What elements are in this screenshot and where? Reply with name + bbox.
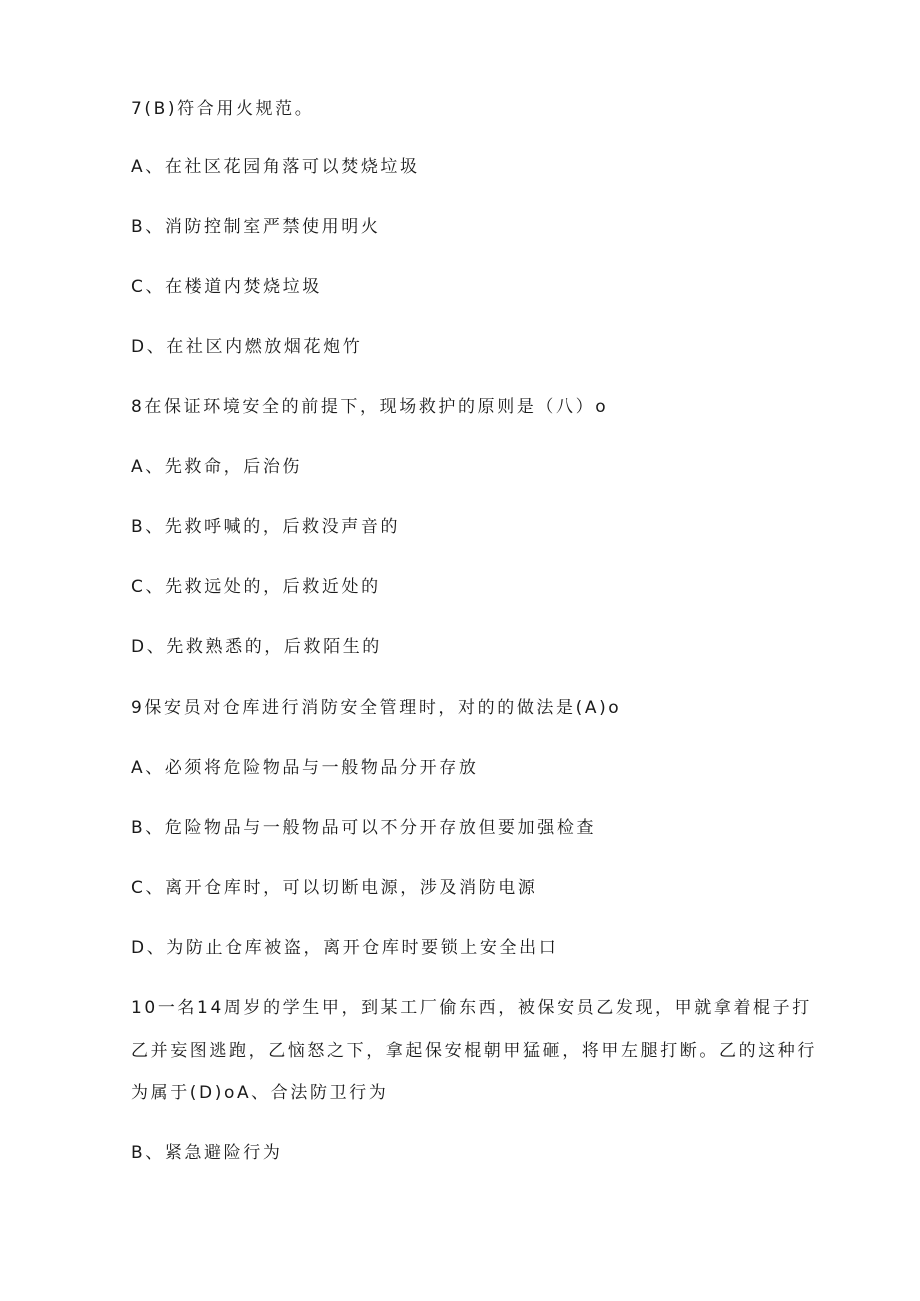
question-7-option-a: A、在社区花园角落可以焚烧垃圾 xyxy=(131,157,420,177)
question-9-stem: 9保安员对仓库进行消防安全管理时，对的的做法是(A)o xyxy=(131,698,622,718)
question-8-option-a: A、先救命，后治伤 xyxy=(131,457,303,477)
question-10-option-b: B、紧急避险行为 xyxy=(131,1143,283,1163)
question-8-option-d: D、先救熟悉的，后救陌生的 xyxy=(131,637,382,657)
question-8-stem: 8在保证环境安全的前提下，现场救护的原则是（八）o xyxy=(131,397,609,417)
question-7-stem: 7(B)符合用火规范。 xyxy=(131,99,315,119)
question-8-option-b: B、先救呼喊的，后救没声音的 xyxy=(131,517,401,537)
question-9-option-d: D、为防止仓库被盗，离开仓库时要锁上安全出口 xyxy=(131,938,559,958)
question-9-option-a: A、必须将危险物品与一般物品分开存放 xyxy=(131,758,479,778)
question-7-option-c: C、在楼道内焚烧垃圾 xyxy=(131,277,322,297)
question-9-option-c: C、离开仓库时，可以切断电源，涉及消防电源 xyxy=(131,878,538,898)
question-7-option-b: B、消防控制室严禁使用明火 xyxy=(131,217,381,237)
question-9-option-b: B、危险物品与一般物品可以不分开存放但要加强检查 xyxy=(131,818,597,838)
question-8-option-c: C、先救远处的，后救近处的 xyxy=(131,577,381,597)
question-10-stem-line-2: 乙并妄图逃跑，乙恼怒之下，拿起保安棍朝甲猛砸，将甲左腿打断。乙的这种行 xyxy=(131,1041,817,1061)
question-7-option-d: D、在社区内燃放烟花炮竹 xyxy=(131,337,363,357)
question-10-stem-line-1: 10一名14周岁的学生甲，到某工厂偷东西，被保安员乙发现，甲就拿着棍子打 xyxy=(131,998,812,1018)
question-10-stem-line-3: 为属于(D)oA、合法防卫行为 xyxy=(131,1083,389,1103)
